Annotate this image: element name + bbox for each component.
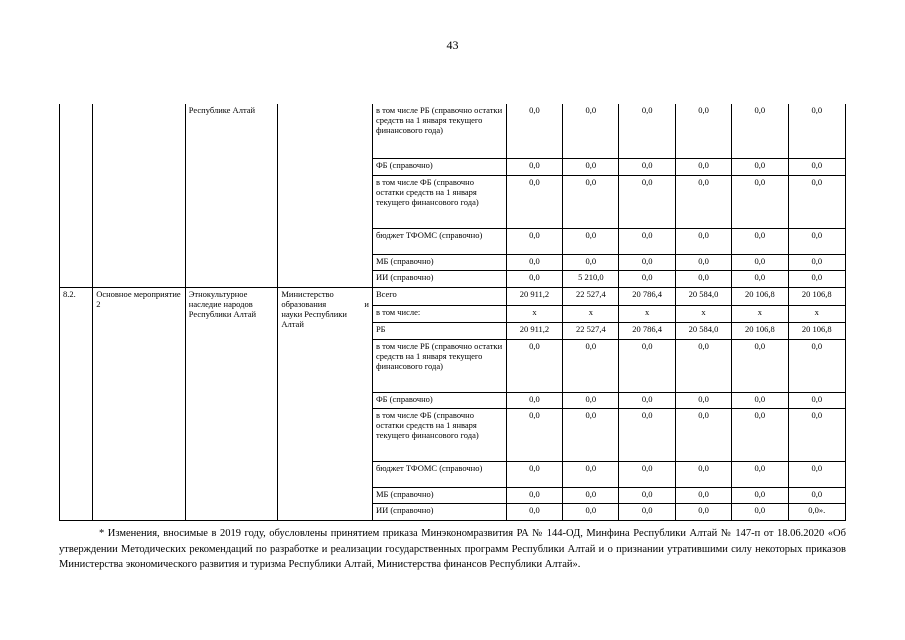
amount-cell: 0,0 — [675, 461, 731, 487]
footnote: * Изменения, вносимые в 2019 году, обусловлены принятием приказа Минэкономразвития РА № 144-ОД, Минфина Республики Алтай № 147-п от 18.06.2020 «Об утверждении Методических рекомендаций по разработке и реализации государственных программ Республики Алтай и о признании утратившими силу некоторых приказов Министерства экономического развития и туризма Республики Алтай, Министерства финансов Республики Алтай». — [59, 528, 846, 570]
amount-cell: 22 527,4 — [563, 287, 619, 305]
funding-source-cell: в том числе РБ (справочно остатки средств на 1 января текущего финансового года) — [372, 104, 506, 158]
task-cell: Республике Алтай — [185, 104, 278, 287]
event-cell: Основное мероприятие 2 — [93, 287, 186, 520]
amount-cell: 0,0 — [732, 461, 788, 487]
funding-source-cell: МБ (справочно) — [372, 487, 506, 503]
amount-cell: 0,0 — [788, 175, 845, 228]
amount-cell: 0,0 — [563, 339, 619, 392]
amount-cell: х — [563, 305, 619, 322]
amount-cell: х — [675, 305, 731, 322]
event-cell — [93, 104, 186, 287]
number-cell — [60, 104, 93, 287]
amount-cell: 0,0 — [788, 461, 845, 487]
top-block-rows — [60, 104, 846, 287]
amount-cell: 0,0 — [788, 408, 845, 461]
amount-cell: 20 106,8 — [732, 322, 788, 339]
amount-cell: 0,0 — [788, 254, 845, 270]
executor-word: и — [364, 298, 369, 309]
amount-cell: 20 106,8 — [788, 322, 845, 339]
amount-cell: 0,0 — [506, 461, 562, 487]
amount-cell: 0,0 — [675, 270, 731, 287]
executor-cell — [278, 104, 373, 287]
event-8-2-rows — [60, 287, 846, 520]
executor-line-1: Министерство — [281, 288, 334, 299]
executor-word: образования — [281, 298, 327, 309]
task-cell: Этнокультурное наследие народов Республики Алтай — [185, 287, 278, 520]
funding-source-cell: ФБ (справочно) — [372, 392, 506, 408]
amount-cell: 20 106,8 — [788, 287, 845, 305]
amount-cell: 0,0 — [619, 339, 675, 392]
amount-cell: 0,0 — [788, 392, 845, 408]
amount-cell: 0,0 — [619, 392, 675, 408]
executor-cell — [278, 287, 373, 520]
amount-cell: 0,0». — [788, 503, 845, 520]
amount-cell: 0,0 — [506, 228, 562, 254]
amount-cell: 0,0 — [563, 487, 619, 503]
amount-cell: 0,0 — [732, 339, 788, 392]
amount-cell: 0,0 — [675, 175, 731, 228]
amount-cell: 0,0 — [563, 254, 619, 270]
amount-cell: 20 911,2 — [506, 322, 562, 339]
table-row — [60, 287, 846, 305]
amount-cell: 0,0 — [506, 339, 562, 392]
amount-cell: 0,0 — [506, 158, 562, 175]
amount-cell: 0,0 — [506, 254, 562, 270]
amount-cell: 0,0 — [788, 270, 845, 287]
amount-cell: 20 786,4 — [619, 287, 675, 305]
table-row — [60, 104, 846, 158]
amount-cell: 0,0 — [506, 487, 562, 503]
amount-cell: 0,0 — [506, 175, 562, 228]
amount-cell: 0,0 — [675, 254, 731, 270]
amount-cell: 0,0 — [563, 228, 619, 254]
amount-cell: 22 527,4 — [563, 322, 619, 339]
amount-cell: 0,0 — [619, 408, 675, 461]
amount-cell: 0,0 — [619, 270, 675, 287]
amount-cell: 0,0 — [732, 270, 788, 287]
funding-source-cell: бюджет ТФОМС (справочно) — [372, 228, 506, 254]
amount-cell: 0,0 — [619, 503, 675, 520]
amount-cell: 0,0 — [788, 339, 845, 392]
funding-source-cell: Всего — [372, 287, 506, 305]
amount-cell: 0,0 — [506, 503, 562, 520]
funding-source-cell: ИИ (справочно) — [372, 270, 506, 287]
amount-cell: 0,0 — [732, 392, 788, 408]
amount-cell: 0,0 — [732, 175, 788, 228]
amount-cell: 0,0 — [675, 503, 731, 520]
funding-source-cell: ФБ (справочно) — [372, 158, 506, 175]
funding-source-cell: в том числе ФБ (справочно остатки средств на 1 января текущего финансового года) — [372, 408, 506, 461]
amount-cell: 0,0 — [732, 408, 788, 461]
amount-cell: 0,0 — [506, 392, 562, 408]
funding-source-cell: в том числе: — [372, 305, 506, 322]
amount-cell: 0,0 — [732, 254, 788, 270]
amount-cell: 0,0 — [732, 503, 788, 520]
amount-cell: 0,0 — [563, 158, 619, 175]
funding-source-cell: МБ (справочно) — [372, 254, 506, 270]
amount-cell: 0,0 — [619, 175, 675, 228]
amount-cell: 0,0 — [506, 104, 562, 158]
amount-cell: 0,0 — [675, 228, 731, 254]
funding-source-cell: в том числе РБ (справочно остатки средств на 1 января текущего финансового года) — [372, 339, 506, 392]
amount-cell: 20 911,2 — [506, 287, 562, 305]
amount-cell: 0,0 — [732, 104, 788, 158]
amount-cell: 0,0 — [788, 158, 845, 175]
amount-cell: 0,0 — [788, 228, 845, 254]
amount-cell: 0,0 — [619, 158, 675, 175]
amount-cell: 0,0 — [506, 270, 562, 287]
amount-cell: 0,0 — [619, 254, 675, 270]
funding-source-cell: РБ — [372, 322, 506, 339]
amount-cell: 20 584,0 — [675, 287, 731, 305]
amount-cell: 0,0 — [563, 104, 619, 158]
amount-cell: 0,0 — [563, 408, 619, 461]
amount-cell: х — [619, 305, 675, 322]
amount-cell: 5 210,0 — [563, 270, 619, 287]
amount-cell: 0,0 — [563, 461, 619, 487]
amount-cell: 0,0 — [675, 392, 731, 408]
amount-cell: х — [506, 305, 562, 322]
funding-source-cell: в том числе ФБ (справочно остатки средств на 1 января текущего финансового года) — [372, 175, 506, 228]
amount-cell: х — [788, 305, 845, 322]
amount-cell: 20 786,4 — [619, 322, 675, 339]
funding-source-cell: ИИ (справочно) — [372, 503, 506, 520]
number-cell: 8.2. — [60, 287, 93, 520]
amount-cell: 0,0 — [732, 487, 788, 503]
amount-cell: 0,0 — [506, 408, 562, 461]
amount-cell: 0,0 — [619, 487, 675, 503]
executor-line-2 — [281, 299, 369, 309]
amount-cell: 0,0 — [563, 503, 619, 520]
amount-cell: 0,0 — [788, 104, 845, 158]
amount-cell: 0,0 — [619, 461, 675, 487]
amount-cell: 20 584,0 — [675, 322, 731, 339]
budget-table — [59, 104, 846, 521]
amount-cell: 0,0 — [619, 104, 675, 158]
amount-cell: 0,0 — [675, 104, 731, 158]
amount-cell: 0,0 — [619, 228, 675, 254]
amount-cell: 0,0 — [563, 175, 619, 228]
amount-cell: 0,0 — [675, 158, 731, 175]
amount-cell: 20 106,8 — [732, 287, 788, 305]
amount-cell: 0,0 — [675, 487, 731, 503]
amount-cell: 0,0 — [788, 487, 845, 503]
funding-source-cell: бюджет ТФОМС (справочно) — [372, 461, 506, 487]
amount-cell: х — [732, 305, 788, 322]
amount-cell: 0,0 — [732, 228, 788, 254]
amount-cell: 0,0 — [675, 339, 731, 392]
page-number: 43 — [446, 38, 459, 52]
executor-rest: науки Республики Алтай — [281, 308, 347, 329]
amount-cell: 0,0 — [675, 408, 731, 461]
amount-cell: 0,0 — [732, 158, 788, 175]
amount-cell: 0,0 — [563, 392, 619, 408]
